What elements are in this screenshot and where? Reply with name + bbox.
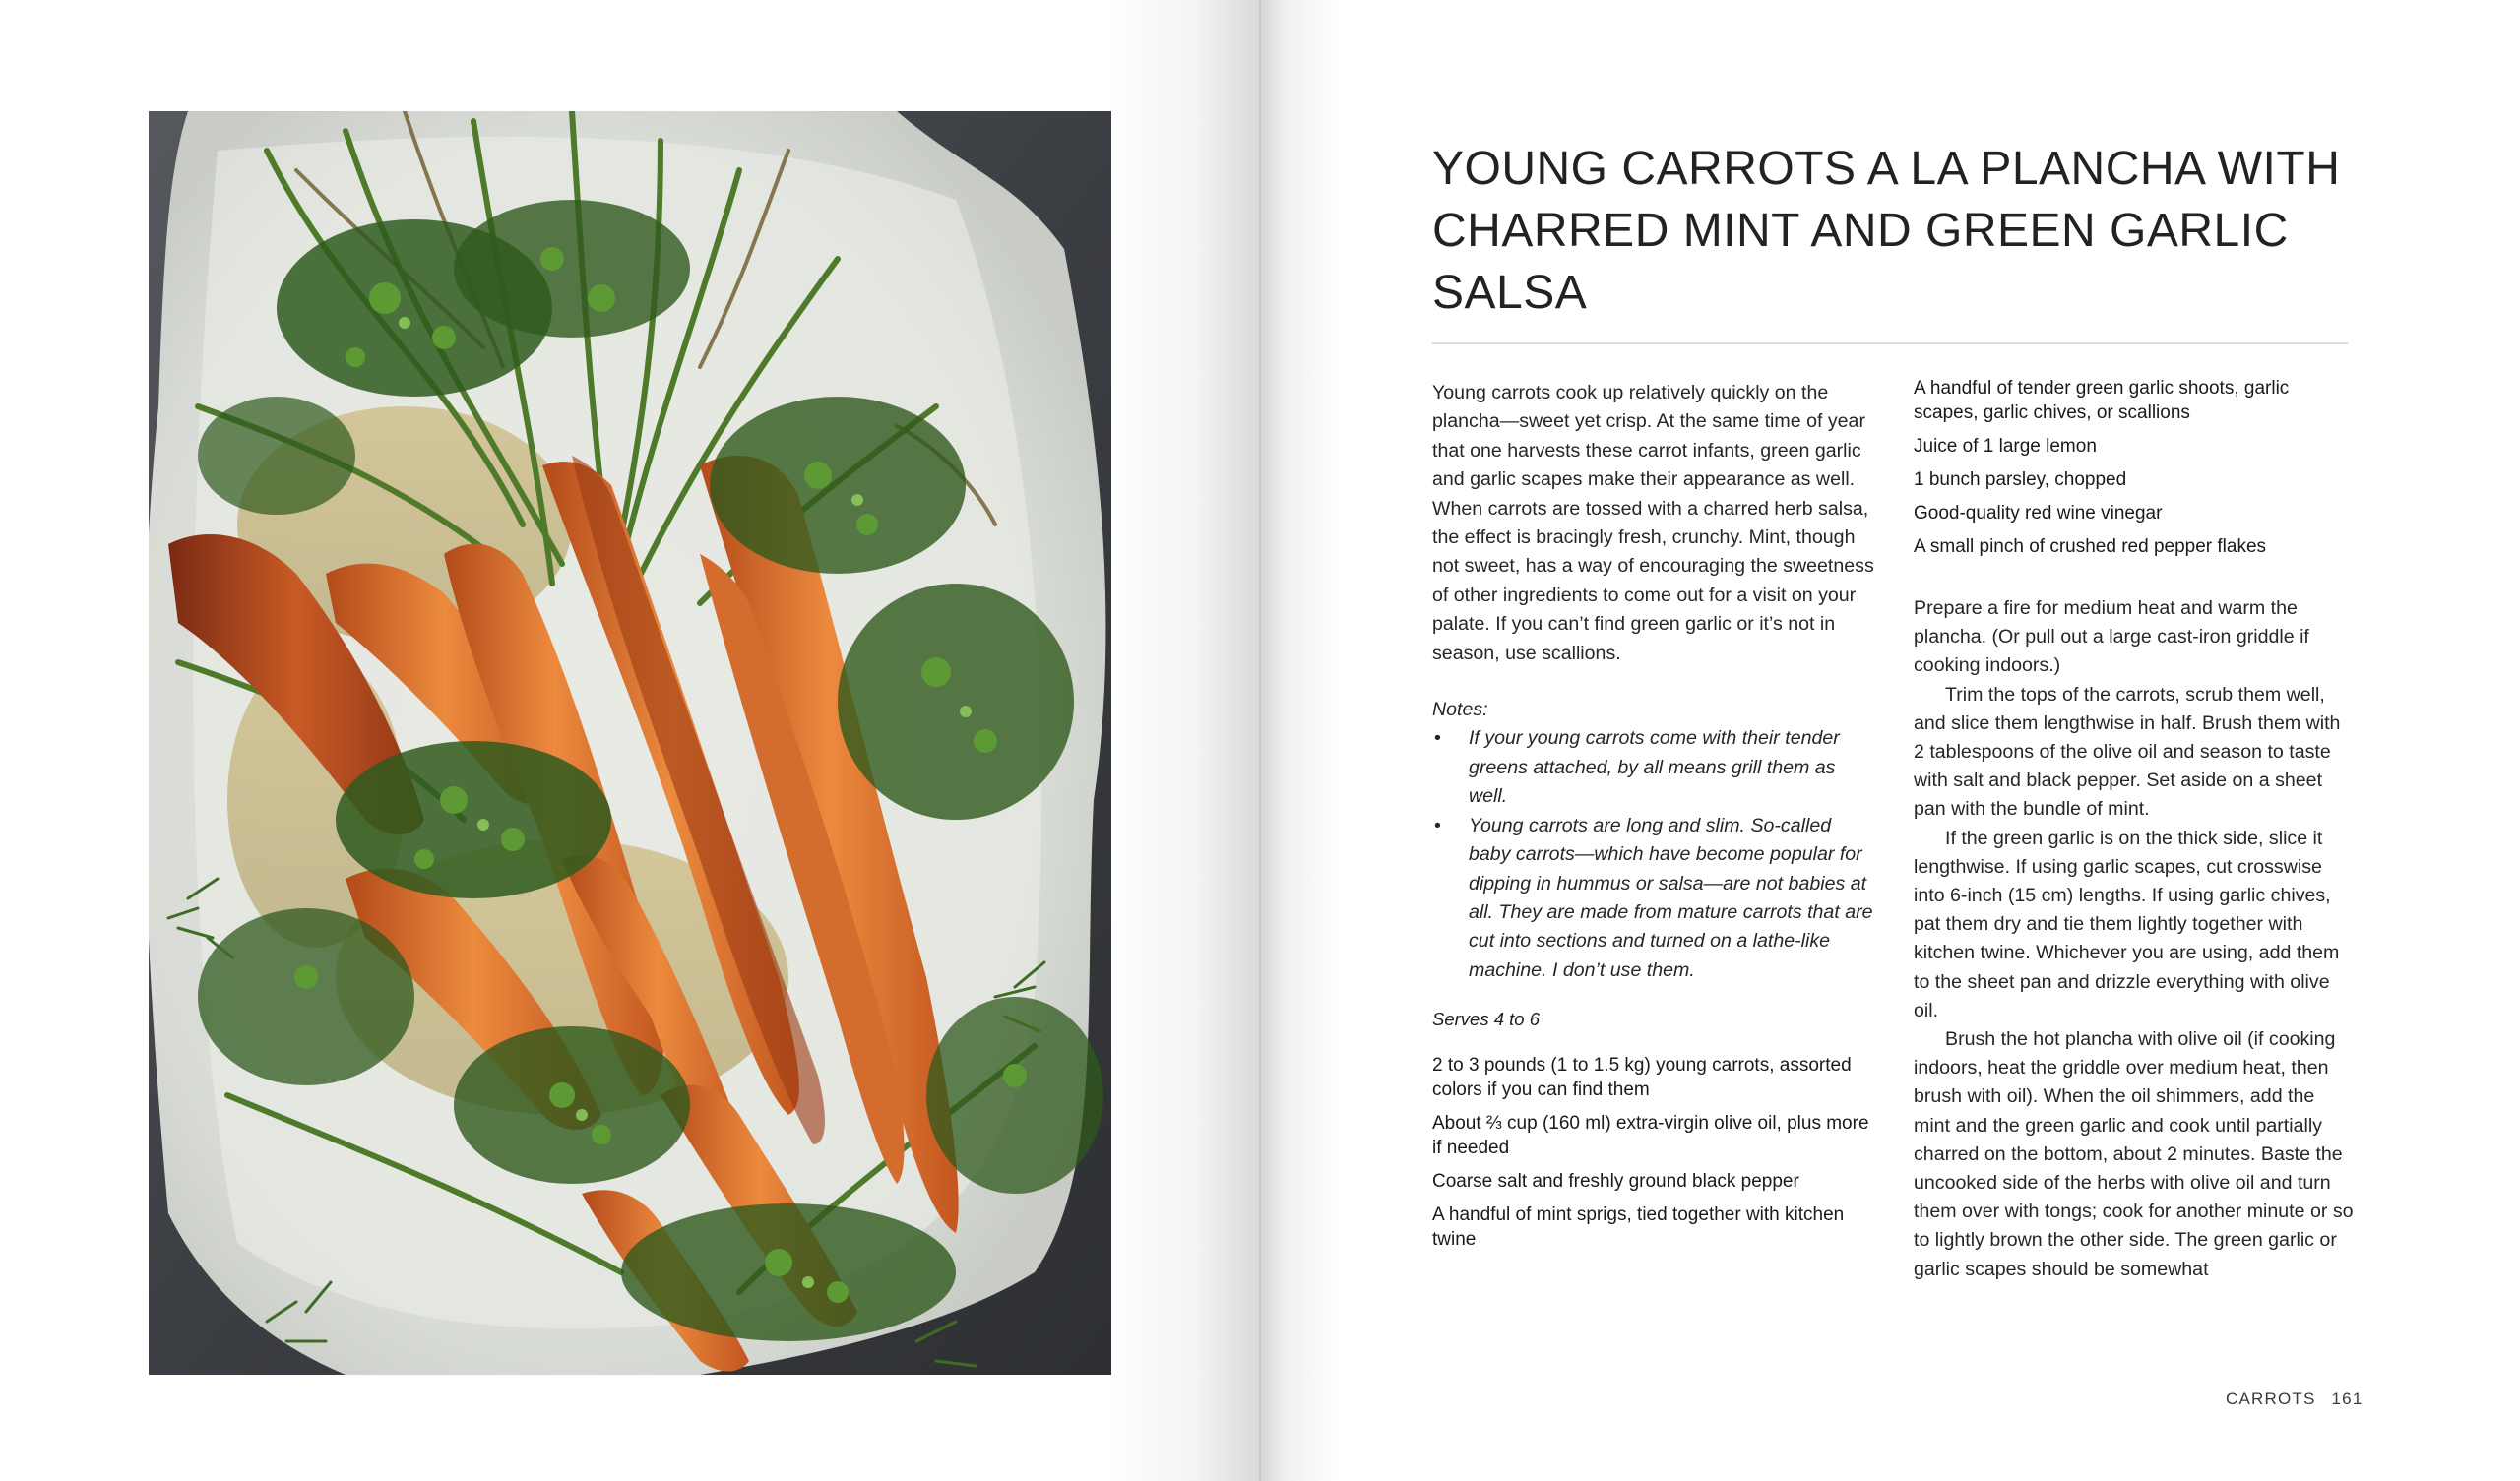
recipe-intro: Young carrots cook up relatively quickly on the plancha—sweet yet crisp. At the same time of year that one harvests these carrot infants, green garlic and garlic scapes make their appearance as well. When carrots are tossed with a charred herb salsa, the effect is bracingly fresh, crunchy. Mint, though not sweet, has a way of encouraging the sweetness of other ingredients to come out for a visit on your palate. If you can’t find green garlic or it’s not in season, use scallions. [1432,382,1874,664]
ingredient-item: Coarse salt and freshly ground black pepper [1432,1171,1799,1193]
recipe-title: YOUNG CARROTS A LA PLANCHA WITH CHARRED MINT AND GREEN GARLIC SALSA [1432,143,2341,319]
section-name: CARROTS [2226,1389,2316,1408]
bullet-icon: • [1434,727,1441,750]
ingredients-list-left [1432,1053,1875,1252]
ingredient-item: A handful of mint sprigs, tied together with kitchen twine [1432,1204,1845,1251]
page-footer [2226,1389,2363,1409]
page-number: 161 [2331,1389,2363,1408]
ingredient-item: A small pinch of crushed red pepper flakes [1914,536,2267,557]
ingredient-item: 2 to 3 pounds (1 to 1.5 kg) young carrots, assorted colors if you can find them [1432,1055,1852,1101]
serves-yield: Serves 4 to 6 [1432,1009,1541,1030]
note-text: Young carrots are long and slim. So-called baby carrots—which have become popular for dipping in hummus or salsa—are not babies at all. They are made from mature carrots that are cut into sections and turned on a lathe-like machine. I don’t use them. [1469,814,1873,981]
title-divider [1432,342,2348,344]
method-paragraph: If the green garlic is on the thick side, slice it lengthwise. If using garlic scapes, cut crosswise into 6-inch (15 cm) lengths. If using garlic chives, pat them dry and tie them lightly together with kitchen twine. Whichever you are using, add them to the sheet pan and drizzle everything with olive oil. [1914,827,2340,1021]
recipe-photo [149,111,1111,1375]
method-paragraph: Trim the tops of the carrots, scrub them well, and slice them lengthwise in half. Brush them with 2 tablespoons of the olive oil and season to taste with salt and black pepper. Set aside on a sheet pan with the bundle of mint. [1914,683,2341,821]
method-steps [1914,594,2355,1284]
ingredient-item: Good-quality red wine vinegar [1914,503,2163,524]
right-column [1914,376,2355,1284]
method-paragraph: Prepare a fire for medium heat and warm the plancha. (Or pull out a large cast-iron griddle if cooking indoors.) [1914,597,2309,677]
ingredient-item: 1 bunch parsley, chopped [1914,469,2127,490]
note-item [1432,724,1875,811]
left-column [1432,379,1875,1261]
ingredient-item: Juice of 1 large lemon [1914,436,2097,457]
note-text: If your young carrots come with their tender greens attached, by all means grill them as well. [1469,727,1840,808]
ingredients-list-right [1914,376,2355,559]
notes-heading: Notes: [1432,699,1488,721]
ingredient-item: A handful of tender green garlic shoots, garlic scapes, garlic chives, or scallions [1914,378,2290,423]
notes-list [1432,724,1875,985]
note-item [1432,812,1875,985]
photo-grilled-carrots-icon [149,111,1111,1375]
ingredient-item: About ⅔ cup (160 ml) extra-virgin olive oil, plus more if needed [1432,1113,1869,1159]
method-paragraph: Brush the hot plancha with olive oil (if cooking indoors, heat the griddle over medium heat, then brush with oil). When the oil shimmers, add the mint and the green garlic and cook until partially charred on the bottom, about 2 minutes. Baste the uncooked side of the herbs with olive oil and turn them over with tongs; cook for another minute or so to lightly brown the other side. The green garlic or garlic scapes should be somewhat [1914,1028,2354,1280]
bullet-icon: • [1434,814,1441,836]
